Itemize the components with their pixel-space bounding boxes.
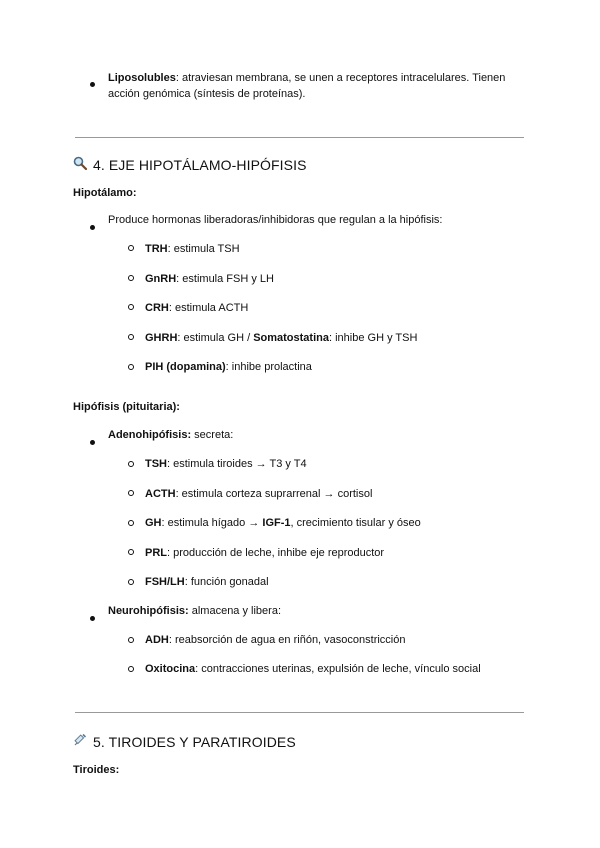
- adenohipofisis-bullet: Adenohipófisis: secreta:: [108, 429, 234, 441]
- bullet-dot: [90, 432, 95, 450]
- list-item: GHRH: estimula GH / Somatostatina: inhibe GH y TSH: [145, 332, 418, 344]
- neurohipofisis-bullet: Neurohipófisis: almacena y libera:: [108, 605, 281, 617]
- bullet-circle: [128, 459, 134, 469]
- bullet-circle: [128, 362, 134, 372]
- list-item: GH: estimula hígado → IGF-1, crecimiento tisular y óseo: [145, 517, 421, 529]
- bullet-circle: [128, 273, 134, 283]
- bullet-circle: [128, 488, 134, 498]
- list-item: PRL: producción de leche, inhibe eje reproductor: [145, 547, 385, 559]
- list-item: GnRH: estimula FSH y LH: [145, 273, 274, 285]
- bullet-circle: [128, 635, 134, 645]
- list-item: TRH: estimula TSH: [145, 243, 240, 255]
- bullet-circle: [128, 664, 134, 674]
- liposolubles-item: Liposolubles: atraviesan membrana, se unen a receptores intracelulares. Tienen acción genómica (síntesis de proteínas).: [108, 72, 506, 100]
- bullet-circle: [128, 332, 134, 342]
- bullet-dot: [90, 217, 95, 235]
- bullet-dot: [90, 74, 95, 92]
- hipotalamo-heading: Hipotálamo:: [73, 187, 137, 199]
- bullet-circle: [128, 577, 134, 587]
- bullet-circle: [128, 302, 134, 312]
- hipotalamo-bullet: Produce hormonas liberadoras/inhibidoras que regulan a la hipófisis:: [108, 214, 443, 226]
- list-item: TSH: estimula tiroides → T3 y T4: [145, 458, 307, 470]
- bullet-circle: [128, 547, 134, 557]
- bullet-dot: [90, 608, 95, 626]
- list-item: ACTH: estimula corteza suprarrenal → cortisol: [145, 488, 373, 500]
- hipofisis-heading: Hipófisis (pituitaria):: [73, 401, 180, 413]
- term-liposolubles: Liposolubles: [108, 72, 176, 84]
- list-item: ADH: reabsorción de agua en riñón, vasoconstricción: [145, 634, 406, 646]
- list-item: Oxitocina: contracciones uterinas, expulsión de leche, vínculo social: [145, 663, 481, 675]
- list-item: CRH: estimula ACTH: [145, 302, 249, 314]
- divider: [75, 137, 524, 138]
- magnifier-icon: [73, 156, 89, 173]
- divider: [75, 712, 524, 713]
- section-5-heading: 5. TIROIDES Y PARATIROIDES: [73, 733, 296, 750]
- bullet-circle: [128, 518, 134, 528]
- tiroides-heading: Tiroides:: [73, 764, 120, 776]
- list-item: FSH/LH: función gonadal: [145, 576, 269, 588]
- section-4-heading: 4. EJE HIPOTÁLAMO-HIPÓFISIS: [73, 156, 307, 173]
- syringe-icon: [73, 733, 89, 750]
- list-item: PIH (dopamina): inhibe prolactina: [145, 361, 312, 373]
- bullet-circle: [128, 243, 134, 253]
